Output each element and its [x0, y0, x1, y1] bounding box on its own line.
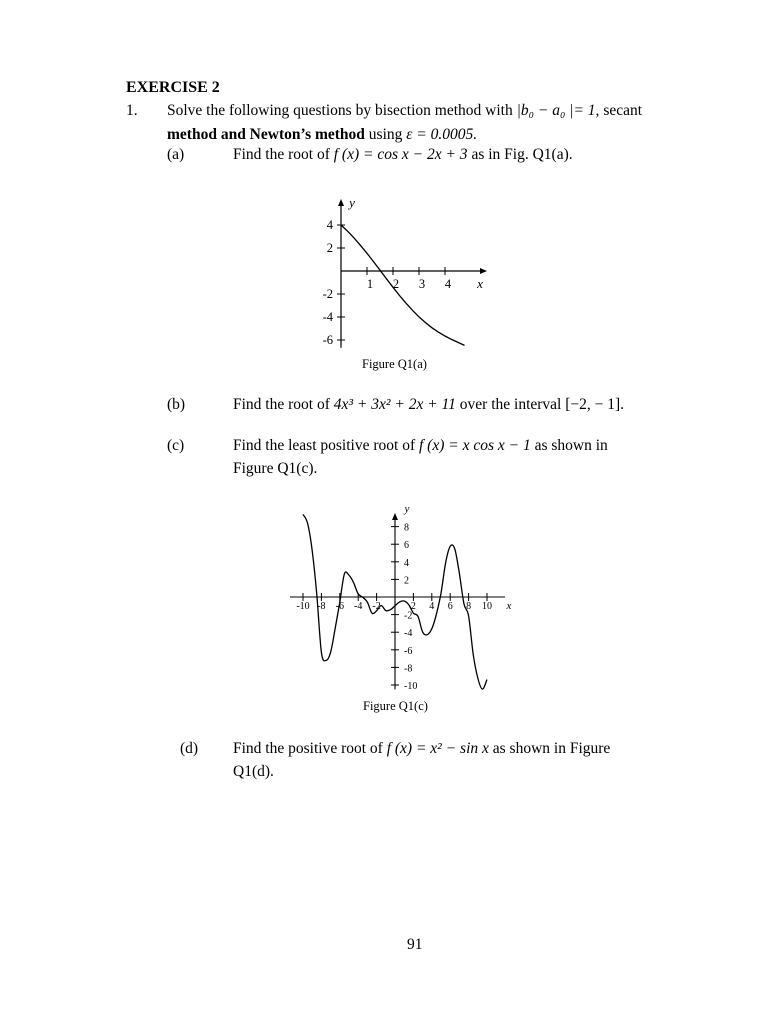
x-tick-label: 2 — [410, 601, 416, 612]
y-tick-label: -2 — [404, 610, 413, 622]
part-d-line-2: Q1(d). — [233, 763, 274, 780]
part-a-post: as in Fig. Q1(a). — [471, 146, 573, 163]
x-tick-label: 4 — [429, 601, 435, 612]
y-axis-label: y — [349, 195, 355, 210]
part-c-line-2: Figure Q1(c). — [233, 460, 318, 477]
part-a-function: f (x) = cos x − 2x + 3 — [333, 146, 468, 163]
x-tick-label: 8 — [466, 601, 472, 612]
x-tick-label: -6 — [335, 601, 344, 612]
question-line-1-text: Solve the following questions by bisection method with — [167, 102, 513, 119]
figure-q1a-chart — [300, 190, 510, 375]
x-tick-label: 10 — [482, 601, 492, 612]
y-tick-label: 4 — [404, 557, 409, 569]
y-tick-label: 8 — [404, 522, 409, 534]
part-c-function: f (x) = x cos x − 1 — [418, 437, 531, 454]
y-axis-arrow — [392, 513, 398, 520]
x-tick-label: 1 — [366, 277, 374, 291]
x-tick-label: -2 — [372, 601, 381, 612]
part-c-pre: Find the least positive root of — [233, 437, 416, 454]
y-tick-label: 2 — [404, 575, 409, 587]
part-d-text — [233, 740, 610, 758]
epsilon-value: ε = 0.0005. — [406, 126, 478, 143]
question-line-1-end: secant — [603, 102, 643, 119]
question-line-1 — [167, 102, 642, 120]
x-axis-label: x — [506, 600, 512, 612]
part-b-polynomial: 4x³ + 3x² + 2x + 11 — [333, 396, 456, 413]
y-tick-label: -6 — [322, 333, 333, 347]
part-d-label: (d) — [180, 740, 199, 757]
figure-q1c-chart — [280, 500, 520, 700]
x-axis-label: x — [477, 276, 483, 291]
part-b-post: over the interval — [459, 396, 562, 413]
y-tick-label: -6 — [404, 645, 413, 657]
y-tick-label: -8 — [404, 663, 413, 675]
part-c-label: (c) — [167, 437, 185, 454]
part-b-pre: Find the root of — [233, 396, 330, 413]
exercise-heading: EXERCISE 2 — [126, 79, 220, 96]
part-c-post: as shown in — [534, 437, 608, 454]
x-axis-arrow — [480, 268, 487, 274]
bisection-condition: |b₀ − a₀ |= 1, — [516, 102, 600, 119]
figure-q1a-caption: Figure Q1(a) — [362, 357, 427, 371]
part-a-text — [233, 146, 573, 164]
part-c-text — [233, 437, 608, 455]
y-tick-label: 2 — [326, 241, 333, 255]
question-number: 1. — [126, 102, 138, 119]
y-tick-label: 4 — [326, 218, 333, 232]
x-tick-label: -4 — [354, 601, 363, 612]
y-tick-label: -4 — [404, 628, 413, 640]
x-tick-label: -8 — [317, 601, 326, 612]
x-tick-label: 3 — [418, 277, 426, 291]
question-line-2 — [167, 126, 477, 144]
part-a-label: (a) — [167, 146, 185, 163]
part-b-interval: [−2, − 1]. — [565, 396, 625, 413]
part-a-pre: Find the root of — [233, 146, 330, 163]
methods-label: method and Newton’s method — [167, 126, 365, 143]
x-tick-label: 6 — [447, 601, 453, 612]
part-d-post: as shown in Figure — [492, 740, 611, 757]
figure-q1c-caption: Figure Q1(c) — [363, 699, 428, 713]
x-tick-label: 4 — [444, 277, 452, 291]
y-tick-label: -10 — [404, 681, 418, 692]
part-d-pre: Find the positive root of — [233, 740, 383, 757]
part-d-function: f (x) = x² − sin x — [386, 740, 489, 757]
x-tick-label: -10 — [296, 601, 310, 612]
part-b-label: (b) — [167, 396, 186, 413]
y-tick-label: 6 — [404, 540, 409, 552]
y-axis-arrow — [338, 199, 344, 206]
y-tick-label: -4 — [322, 310, 333, 324]
x-tick-label: 2 — [392, 277, 400, 291]
using-text: using — [368, 126, 403, 143]
page-number: 91 — [407, 936, 423, 953]
y-tick-label: -2 — [322, 287, 333, 301]
part-b-text — [233, 396, 624, 414]
figure-q1c-plot — [290, 503, 512, 692]
y-axis-label: y — [404, 503, 410, 515]
figure-q1a-plot — [323, 195, 487, 348]
